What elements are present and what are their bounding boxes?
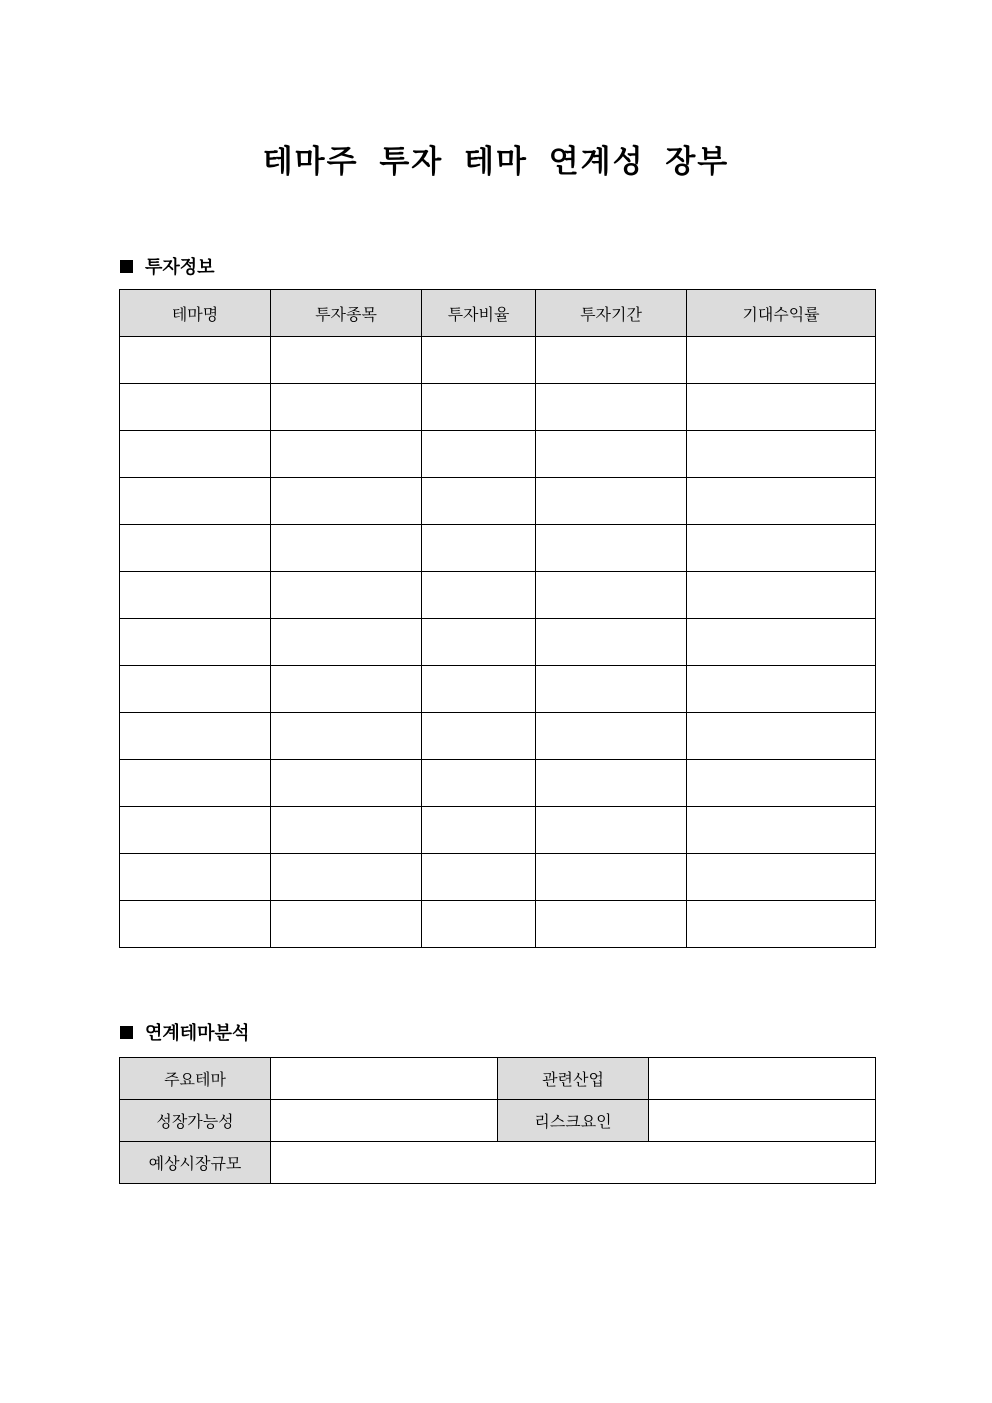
theme-name-cell[interactable] — [120, 713, 271, 760]
ratio-cell[interactable] — [422, 713, 536, 760]
table-row — [120, 384, 876, 431]
ratio-cell[interactable] — [422, 431, 536, 478]
expected-return-cell[interactable] — [687, 431, 876, 478]
table-row — [120, 901, 876, 948]
risk-factor-field[interactable] — [649, 1100, 876, 1142]
ratio-cell[interactable] — [422, 384, 536, 431]
growth-potential-label: 성장가능성 — [120, 1100, 271, 1142]
table-row — [120, 1058, 876, 1100]
expected-return-cell[interactable] — [687, 666, 876, 713]
period-cell[interactable] — [536, 525, 687, 572]
expected-return-cell[interactable] — [687, 337, 876, 384]
period-cell[interactable] — [536, 337, 687, 384]
table-row — [120, 572, 876, 619]
expected-market-size-label: 예상시장규모 — [120, 1142, 271, 1184]
expected-return-cell[interactable] — [687, 525, 876, 572]
stock-cell[interactable] — [271, 384, 422, 431]
table-row — [120, 760, 876, 807]
page-title: 테마주 투자 테마 연계성 장부 — [262, 144, 730, 180]
stock-cell[interactable] — [271, 901, 422, 948]
stock-cell[interactable] — [271, 572, 422, 619]
stock-cell[interactable] — [271, 431, 422, 478]
period-cell[interactable] — [536, 901, 687, 948]
investment-info-table — [119, 289, 876, 948]
table-row — [120, 713, 876, 760]
period-cell[interactable] — [536, 619, 687, 666]
period-cell[interactable] — [536, 666, 687, 713]
theme-name-cell[interactable] — [120, 666, 271, 713]
table-row — [120, 619, 876, 666]
stock-cell[interactable] — [271, 478, 422, 525]
expected-return-cell[interactable] — [687, 760, 876, 807]
period-cell[interactable] — [536, 713, 687, 760]
theme-name-cell[interactable] — [120, 760, 271, 807]
table-row — [120, 525, 876, 572]
period-cell[interactable] — [536, 760, 687, 807]
period-cell[interactable] — [536, 854, 687, 901]
period-cell[interactable] — [536, 431, 687, 478]
theme-name-cell[interactable] — [120, 525, 271, 572]
table-row — [120, 807, 876, 854]
section-heading-label: 연계테마분석 — [145, 1023, 250, 1044]
column-header-expected-return: 기대수익률 — [687, 290, 876, 337]
expected-return-cell[interactable] — [687, 713, 876, 760]
column-header-ratio: 투자비율 — [422, 290, 536, 337]
growth-potential-field[interactable] — [271, 1100, 498, 1142]
stock-cell[interactable] — [271, 337, 422, 384]
table-row — [120, 666, 876, 713]
column-header-theme-name: 테마명 — [120, 290, 271, 337]
square-bullet-icon — [120, 1026, 133, 1039]
stock-cell[interactable] — [271, 760, 422, 807]
theme-name-cell[interactable] — [120, 619, 271, 666]
table-row — [120, 478, 876, 525]
related-industry-label: 관련산업 — [498, 1058, 649, 1100]
table-row — [120, 431, 876, 478]
period-cell[interactable] — [536, 572, 687, 619]
expected-return-cell[interactable] — [687, 854, 876, 901]
ratio-cell[interactable] — [422, 619, 536, 666]
ratio-cell[interactable] — [422, 854, 536, 901]
section-heading-investment-info — [120, 253, 215, 279]
table-row — [120, 337, 876, 384]
ratio-cell[interactable] — [422, 807, 536, 854]
expected-return-cell[interactable] — [687, 572, 876, 619]
stock-cell[interactable] — [271, 807, 422, 854]
related-industry-field[interactable] — [649, 1058, 876, 1100]
section-heading-theme-analysis — [120, 1019, 249, 1045]
stock-cell[interactable] — [271, 525, 422, 572]
theme-name-cell[interactable] — [120, 901, 271, 948]
theme-name-cell[interactable] — [120, 807, 271, 854]
period-cell[interactable] — [536, 478, 687, 525]
ratio-cell[interactable] — [422, 760, 536, 807]
theme-name-cell[interactable] — [120, 572, 271, 619]
expected-market-size-field[interactable] — [271, 1142, 876, 1184]
expected-return-cell[interactable] — [687, 807, 876, 854]
column-header-period: 투자기간 — [536, 290, 687, 337]
expected-return-cell[interactable] — [687, 478, 876, 525]
stock-cell[interactable] — [271, 713, 422, 760]
stock-cell[interactable] — [271, 619, 422, 666]
theme-name-cell[interactable] — [120, 478, 271, 525]
theme-name-cell[interactable] — [120, 384, 271, 431]
main-theme-label: 주요테마 — [120, 1058, 271, 1100]
main-theme-field[interactable] — [271, 1058, 498, 1100]
ratio-cell[interactable] — [422, 666, 536, 713]
square-bullet-icon — [120, 260, 133, 273]
expected-return-cell[interactable] — [687, 384, 876, 431]
ratio-cell[interactable] — [422, 901, 536, 948]
table-row — [120, 1100, 876, 1142]
column-header-stock: 투자종목 — [271, 290, 422, 337]
theme-analysis-table — [119, 1057, 876, 1184]
table-header-row — [120, 290, 876, 337]
expected-return-cell[interactable] — [687, 619, 876, 666]
risk-factor-label: 리스크요인 — [498, 1100, 649, 1142]
ratio-cell[interactable] — [422, 572, 536, 619]
table-row — [120, 1142, 876, 1184]
expected-return-cell[interactable] — [687, 901, 876, 948]
theme-name-cell[interactable] — [120, 337, 271, 384]
table-row — [120, 854, 876, 901]
theme-name-cell[interactable] — [120, 854, 271, 901]
period-cell[interactable] — [536, 807, 687, 854]
ratio-cell[interactable] — [422, 337, 536, 384]
ratio-cell[interactable] — [422, 525, 536, 572]
stock-cell[interactable] — [271, 854, 422, 901]
ratio-cell[interactable] — [422, 478, 536, 525]
period-cell[interactable] — [536, 384, 687, 431]
stock-cell[interactable] — [271, 666, 422, 713]
section-heading-label: 투자정보 — [145, 257, 215, 278]
theme-name-cell[interactable] — [120, 431, 271, 478]
